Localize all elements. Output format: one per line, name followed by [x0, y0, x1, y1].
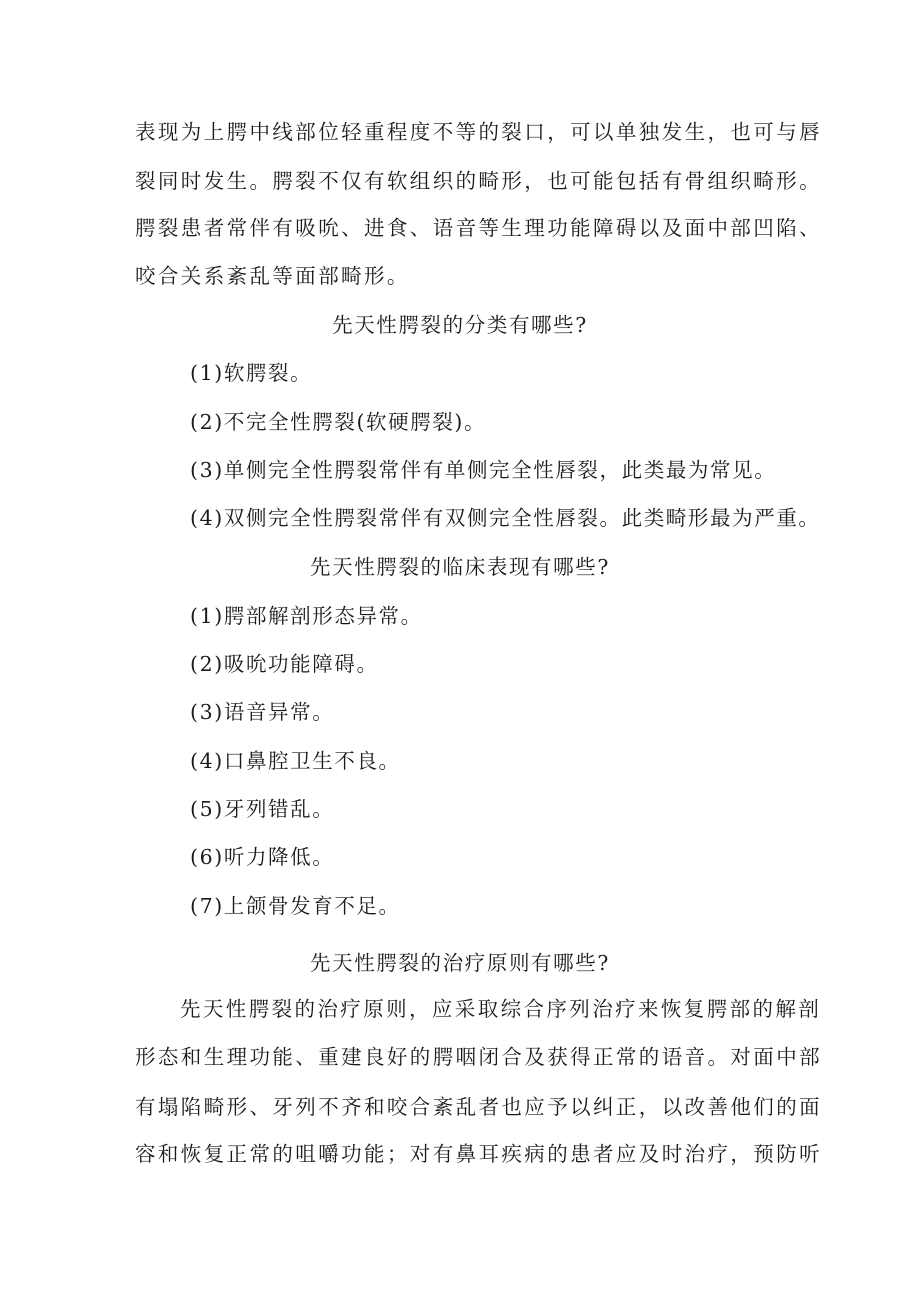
- clinical-item-4: (4)口鼻腔卫生不良。: [190, 749, 401, 773]
- treatment-line-3: 有塌陷畸形、牙列不齐和咬合紊乱者也应予以纠正，以改善他们的面: [135, 1095, 822, 1119]
- intro-line-2: 裂同时发生。腭裂不仅有软组织的畸形，也可能包括有骨组织畸形。: [135, 169, 822, 193]
- intro-line-4: 咬合关系紊乱等面部畸形。: [135, 264, 410, 288]
- treatment-line-4: 容和恢复正常的咀嚼功能；对有鼻耳疾病的患者应及时治疗，预防听: [135, 1142, 822, 1166]
- clinical-item-2: (2)吸吮功能障碍。: [190, 652, 379, 676]
- clinical-item-3: (3)语音异常。: [190, 700, 335, 724]
- clinical-item-7: (7)上颌骨发育不足。: [190, 894, 401, 918]
- clinical-item-1: (1)腭部解剖形态异常。: [190, 604, 423, 628]
- treatment-line-2: 形态和生理功能、重建良好的腭咽闭合及获得正常的语音。对面中部: [135, 1045, 822, 1069]
- classification-item-4: (4)双侧完全性腭裂常伴有双侧完全性唇裂。此类畸形最为严重。: [190, 506, 821, 530]
- treatment-heading: 先天性腭裂的治疗原则有哪些?: [310, 951, 610, 975]
- treatment-line-1: 先天性腭裂的治疗原则，应采取综合序列治疗来恢复腭部的解剖: [180, 997, 822, 1021]
- intro-line-1: 表现为上腭中线部位轻重程度不等的裂口，可以单独发生，也可与唇: [135, 120, 822, 144]
- intro-line-3: 腭裂患者常伴有吸吮、进食、语音等生理功能障碍以及面中部凹陷、: [135, 216, 822, 240]
- classification-item-2: (2)不完全性腭裂(软硬腭裂)。: [190, 410, 487, 434]
- classification-item-3: (3)单侧完全性腭裂常伴有单侧完全性唇裂，此类最为常见。: [190, 458, 777, 482]
- clinical-heading: 先天性腭裂的临床表现有哪些?: [310, 555, 610, 579]
- clinical-item-6: (6)听力降低。: [190, 845, 335, 869]
- classification-heading: 先天性腭裂的分类有哪些?: [332, 313, 588, 337]
- clinical-item-5: (5)牙列错乱。: [190, 797, 335, 821]
- classification-item-1: (1)软腭裂。: [190, 361, 313, 385]
